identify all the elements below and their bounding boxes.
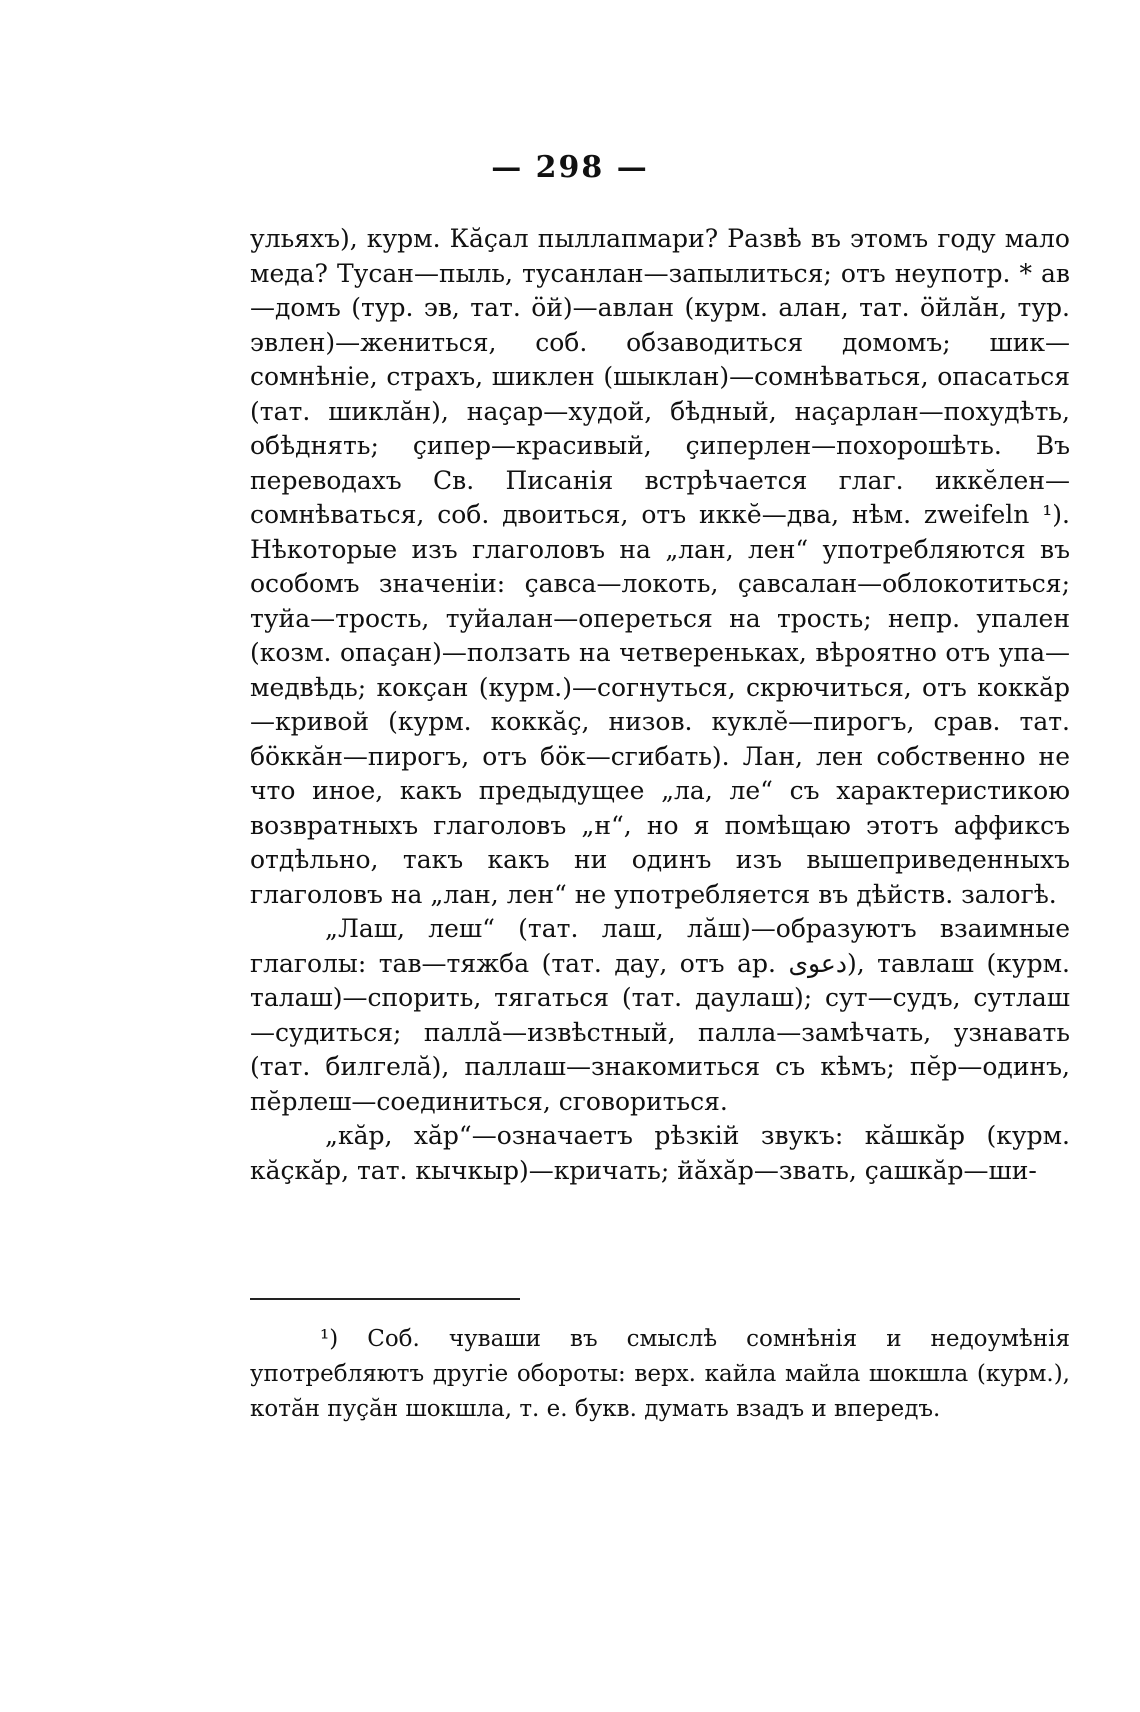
footnote: ¹) Соб. чуваши въ смыслѣ сомнѣнія и недоумѣнія употребляютъ другіе обороты: верх. кайла майла шокшла (курм.), котăн пуçăн шокшла, т. е. букв. думать взадъ и впередъ. xyxy=(250,1326,1070,1422)
paragraph-2: „Лаш, леш“ (тат. лаш, лăш)—образуютъ взаимные глаголы: тав—тяжба (тат. дау, отъ ар. دعوى), тавлаш (курм. талаш)—спорить, тягаться (тат. даулаш); сут—судъ, сутлаш—судиться; паллă—извѣстный, палла—замѣчать, узнавать (тат. билгелă), паллаш—знакомиться съ кѣмъ; пĕр—одинъ, пĕрлеш—соединиться, сговориться. xyxy=(250,914,1070,1116)
page-number: — 298 — xyxy=(491,150,649,185)
paragraph-1: ульяхъ), курм. Кăçал пыллапмари? Развѣ въ этомъ году мало меда? Тусан—пыль, тусанлан—запылиться; отъ неупотр. * ав—домъ (тур. эв, тат. öй)—авлан (курм. алан, тат. öйлăн, тур. эвлен)—жениться, соб. обзаводиться домомъ; шик—сомнѣніе, страхъ, шиклен (шыклан)—сомнѣваться, опасаться (тат. шиклăн), наҫар—худой, бѣдный, наҫарлан—похудѣть, обѣднять; ҫипер—красивый, ҫиперлен—похорошѣть. Въ переводахъ Св. Писанія встрѣчается глаг. иккĕлен—сомнѣваться, соб. двоиться, отъ иккĕ—два, нѣм. zweifeln ¹). Нѣкоторые изъ глаголовъ на „лан, лен“ употребляются въ особомъ значеніи: ҫавса—локоть, ҫавсалан—облокотиться; туйа—трость, туйалан—опереться на трость; непр. упален (козм. опаҫан)—ползать на четвереньках, вѣроятно отъ упа—медвѣдь; кокҫан (курм.)—согнуться, скрючиться, отъ коккăр—кривой (курм. коккăҫ, низов. куклĕ—пирогъ, срав. тат. бöккăн—пирогъ, отъ бöк—сгибать). Лан, лен собственно не что иное, какъ предыдущее „ла, ле“ съ характеристикою возвратныхъ глаголовъ „н“, но я помѣщаю этотъ аффиксъ отдѣльно, такъ какъ ни одинъ изъ вышеприведенныхъ глаголовъ на „лан, лен“ не употребляется въ дѣйств. залогѣ. xyxy=(250,224,1070,909)
paragraph-3: „кăр, хăр“—означаетъ рѣзкій звукъ: кăшкăр (курм. кăҫкăр, тат. кычкыр)—кричать; йăхăр—звать, ҫашкăр—ши- xyxy=(250,1121,1070,1185)
main-text xyxy=(250,222,1070,1188)
footnote-divider xyxy=(250,1298,520,1300)
